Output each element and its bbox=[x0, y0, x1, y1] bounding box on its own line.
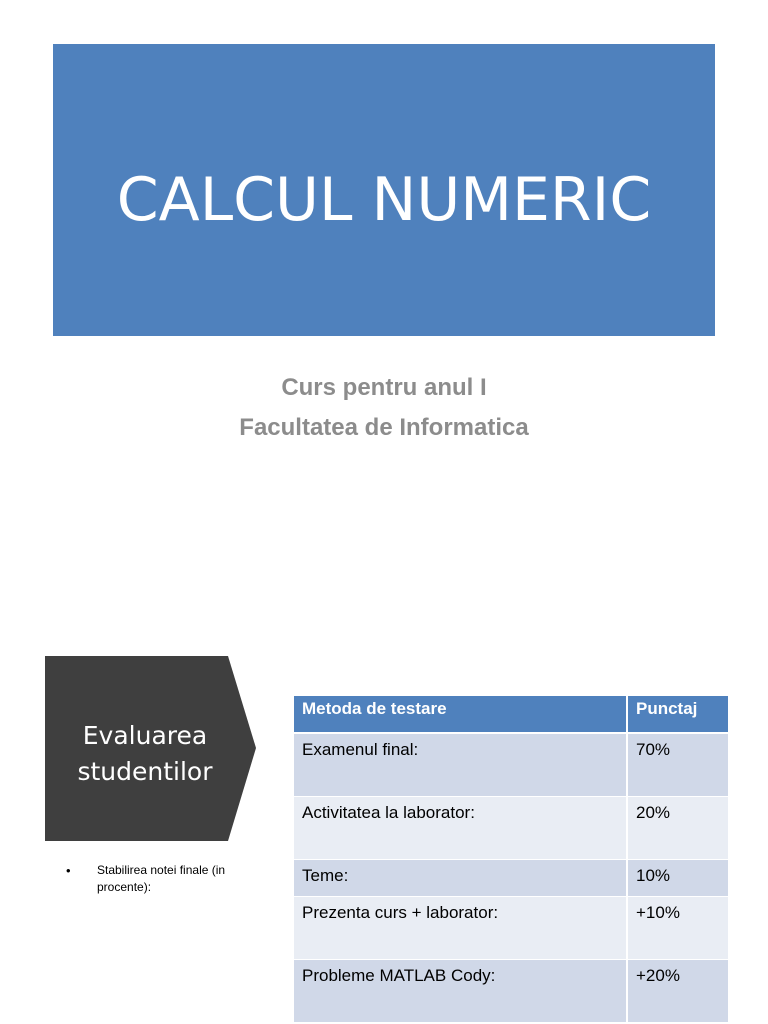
table-cell-points: +10% bbox=[627, 897, 728, 960]
table-cell-method: Examenul final: bbox=[294, 733, 627, 797]
table-row bbox=[294, 960, 728, 1023]
table-header-method: Metoda de testare bbox=[294, 696, 627, 733]
table-row bbox=[294, 860, 728, 897]
bullet-icon: • bbox=[66, 863, 71, 878]
title-banner bbox=[53, 44, 715, 336]
subtitle-line-1: Curs pentru anul I bbox=[281, 374, 487, 401]
section-heading-line-1: Evaluarea bbox=[82, 721, 208, 750]
table-row bbox=[294, 733, 728, 797]
table-header-row bbox=[294, 696, 728, 733]
table-cell-points: +20% bbox=[627, 960, 728, 1023]
table-row bbox=[294, 897, 728, 960]
section-heading-line-2: studentilor bbox=[77, 757, 213, 786]
table-cell-method: Probleme MATLAB Cody: bbox=[294, 960, 627, 1023]
section-chevron bbox=[45, 656, 256, 841]
table-cell-method: Prezenta curs + laborator: bbox=[294, 897, 627, 960]
table-cell-points: 70% bbox=[627, 733, 728, 797]
table-cell-method: Teme: bbox=[294, 860, 627, 897]
table-cell-points: 10% bbox=[627, 860, 728, 897]
subtitle-block bbox=[0, 368, 768, 448]
section-heading bbox=[45, 718, 245, 790]
table-cell-points: 20% bbox=[627, 797, 728, 860]
subtitle-line-2: Facultatea de Informatica bbox=[239, 414, 529, 441]
table-cell-method: Activitatea la laborator: bbox=[294, 797, 627, 860]
bullet-item: Stabilirea notei finale (in procente): bbox=[97, 863, 226, 894]
grading-table bbox=[294, 696, 728, 1023]
page-title: CALCUL NUMERIC bbox=[116, 165, 652, 235]
table-row bbox=[294, 797, 728, 860]
table-header-points: Punctaj bbox=[627, 696, 728, 733]
